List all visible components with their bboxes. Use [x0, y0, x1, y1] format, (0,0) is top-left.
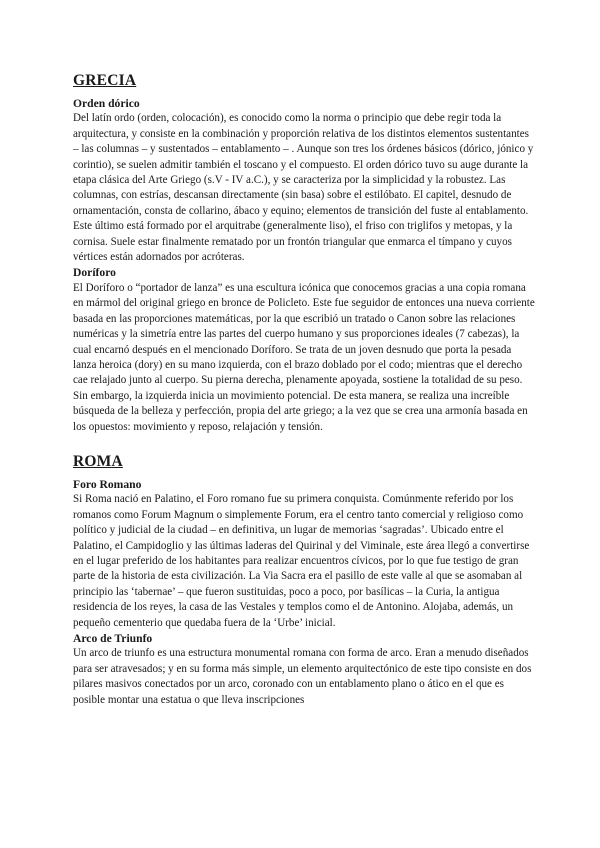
heading-arco-de-triunfo: Arco de Triunfo: [73, 632, 153, 645]
section-title-grecia: GRECIA: [73, 72, 137, 89]
section-title-roma: ROMA: [73, 452, 123, 470]
paragraph-orden-dorico: Del latín ordo (orden, colocación), es conocido como la norma o principio que debe regir toda la arquitectura, y consiste en la combinación y proporción relativa de los distintos elementos sustentantes – las columnas – y sustentados – entablamento – . Aunque son tres los órdenes básicos (dórico, jónico y corintio), se suelen admitir también el toscano y el compuesto. El orden dórico tuvo su auge durante la etapa clásica del Arte Griego (s.V - IV a.C.), y se caracteriza por la simplicidad y la robustez. Las columnas, con estrías, descansan directamente (sin basa) sobre el estilóbato. El capitel, desnudo de ornamentación, consta de collarino, ábaco y equino; elementos de transición del fuste al entablamento. Este último está formado por el arquitrabe (generalmente liso), el friso con triglifos y metopas, y la cornisa. Suele estar finalmente rematado por un frontón triangular que enmarca el tímpano y cuyos vértices están adornados por acróteras.: [73, 112, 534, 264]
heading-doriforo: Doríforo: [73, 266, 116, 280]
paragraph-foro-romano: Si Roma nació en Palatino, el Foro romano fue su primera conquista. Comúnmente referido por los romanos como Forum Magnum o simplemente Forum, era el centro tanto comercial y religioso como político y judicial de la ciudad – en definitiva, un lugar de memorias ‘sagradas’. Ubicado entre el Palatino, el Campidoglio y las últimas laderas del Quirinal y del Viminale, este área llegó a convertirse en el lugar preferido de los habitantes para realizar encuentros cívicos, por lo que fue testigo de gran parte de la historia de esta civilización. La Via Sacra era el pasillo de este valle al que se asomaban al principio las ‘tabernae’ – que fueron sustituidas, poco a poco, por basílicas – la Curia, la antigua residencia de los reyes, la casa de las Vestales y templos como el de Antonino. Alojaba, además, un pequeño cementerio que quedaba fuera de la ‘Urbe’ inicial.: [73, 493, 530, 629]
heading-orden-dorico: Orden dórico: [73, 97, 140, 110]
document-page: [73, 66, 535, 708]
paragraph-arco-de-triunfo: Un arco de triunfo es una estructura monumental romana con forma de arco. Eran a menudo diseñados para ser atravesados; y en su forma más simple, un elemento arquitectónico de este tipo consiste en dos pilares masivos conectados por un arco, coronado con un entablamento plano o ático en el que es posible montar una estatua o que lleva inscripciones: [73, 647, 532, 706]
section-spacer: [73, 435, 535, 445]
paragraph-doriforo: El Doríforo o “portador de lanza” es una escultura icónica que conocemos gracias a una copia romana en mármol del original griego en bronce de Policleto. Este fue seguidor de entonces una nueva corriente basada en las proporciones matemáticas, por la que escribió un tratado o Canon sobre las relaciones numéricas y la simetría entre las partes del cuerpo humano y sus proporciones ideales (7 cabezas), la cual encarnó después en el mencionado Doríforo. Se trata de un joven desnudo que porta la pesada lanza heroica (dory) en su mano izquierda, con el brazo doblado por el codo; mientras que el derecho cae relajado junto al cuerpo. Su pierna derecha, plenamente apoyada, sostiene la totalidad de su peso. Sin embargo, la izquierda inicia un movimiento potencial. De esta manera, se realiza una increíble búsqueda de la belleza y perfección, propia del arte griego; a la vez que se crea una armonía basada en los opuestos: movimiento y reposo, relajación y tensión.: [73, 281, 535, 433]
heading-foro-romano: Foro Romano: [73, 477, 142, 491]
